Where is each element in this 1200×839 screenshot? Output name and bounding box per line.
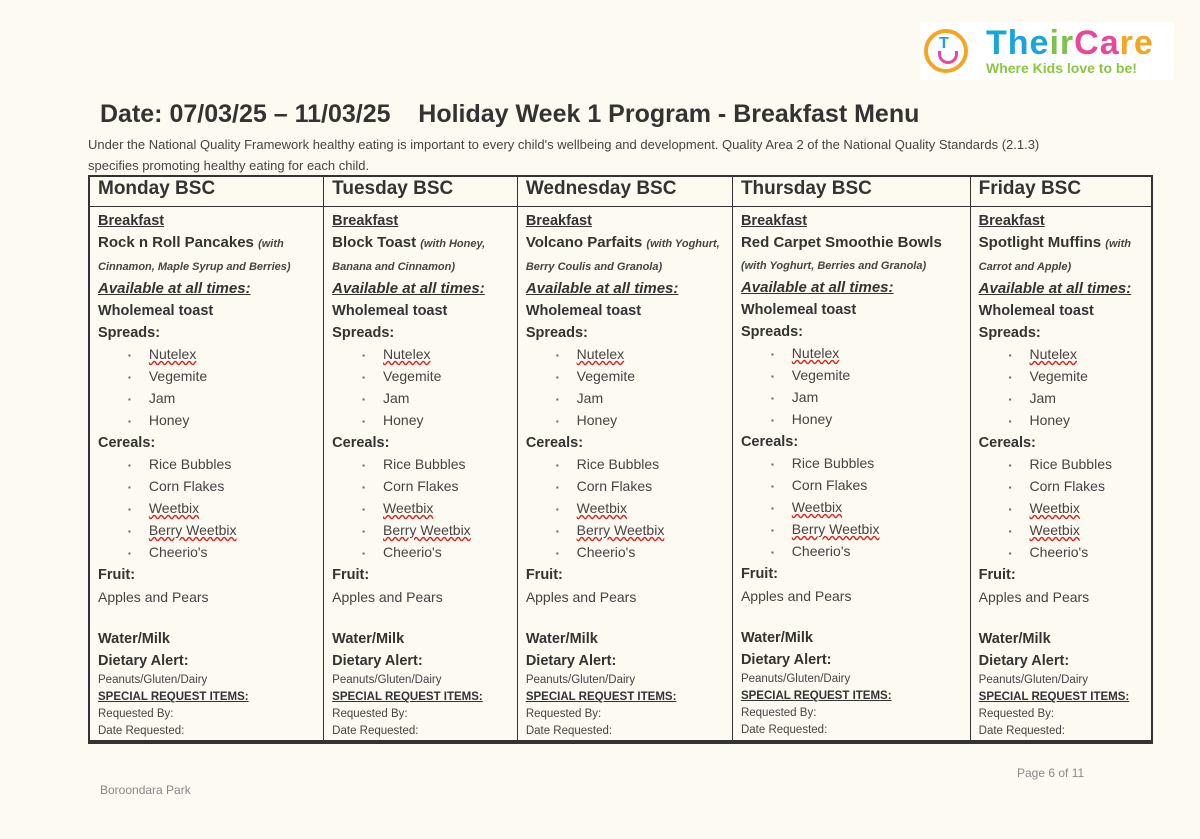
fruit-label: Fruit:: [740, 566, 778, 583]
toast-item: Wholemeal toast: [98, 303, 214, 319]
menu-item: ▪ Vegemite: [771, 365, 962, 387]
dish-name: Red Carpet Smoothie Bowls (with Yoghurt, Berries and Granola): [740, 234, 942, 272]
requested-by: Requested By:: [525, 708, 602, 721]
spreads-list: [98, 344, 315, 432]
day-header: Wednesday BSC: [517, 176, 732, 207]
date-requested: Date Requested:: [978, 725, 1065, 738]
menu-item: ▪ Corn Flakes: [1009, 476, 1143, 498]
menu-item: ▪ Nutelex: [556, 344, 724, 366]
requested-by: Requested By:: [98, 708, 174, 721]
available-heading: Available at all times:: [332, 280, 485, 297]
water-milk: Water/Milk: [978, 631, 1051, 648]
logo-brand: TheirCare: [986, 24, 1154, 62]
menu-item: ▪ Honey: [362, 410, 509, 432]
menu-item: ▪ Corn Flakes: [362, 476, 509, 498]
menu-item: ▪ Corn Flakes: [771, 475, 962, 497]
dietary-alert-label: Dietary Alert:: [98, 653, 189, 670]
menu-item: ▪ Jam: [1009, 388, 1143, 410]
menu-item: ▪ Weetbix: [128, 498, 315, 520]
fruit-label: Fruit:: [978, 567, 1016, 584]
special-request-heading: SPECIAL REQUEST ITEMS:: [98, 691, 249, 704]
menu-item: ▪ Vegemite: [1009, 366, 1143, 388]
dish-note: (with Carrot and Apple): [978, 238, 1131, 273]
spreads-label: Spreads:: [740, 324, 804, 340]
dish-name: Spotlight Muffins (with Carrot and Apple): [978, 234, 1131, 273]
fruit-value: Apples and Pears: [332, 589, 443, 606]
day-header: Thursday BSC: [732, 176, 970, 207]
special-request-heading: SPECIAL REQUEST ITEMS:: [332, 691, 483, 704]
spreads-label: Spreads:: [978, 325, 1041, 341]
menu-item: ▪ Vegemite: [556, 366, 724, 388]
menu-item: ▪ Weetbix: [1009, 498, 1143, 520]
fruit-label: Fruit:: [525, 567, 563, 584]
dish-name: Volcano Parfaits (with Yoghurt, Berry Coulis and Granola): [525, 234, 720, 273]
cereals-list: [526, 454, 724, 564]
menu-item: ▪ Rice Bubbles: [128, 454, 315, 476]
menu-item: ▪ Honey: [1009, 410, 1143, 432]
special-request-heading: SPECIAL REQUEST ITEMS:: [525, 691, 677, 704]
breakfast-heading: Breakfast: [332, 213, 399, 229]
spreads-label: Spreads:: [525, 325, 588, 341]
menu-item: ▪ Cheerio's: [128, 542, 315, 564]
menu-table: [88, 175, 1153, 744]
toast-item: Wholemeal toast: [978, 303, 1094, 319]
logo-tagline: Where Kids love to be!: [986, 60, 1137, 76]
intro-text: Under the National Quality Framework healthy eating is important to every child's wellbeing and development. Quality Area 2 of the National Quality Standards (2.1.3) specifies promoting healthy eating for each child.: [88, 137, 1040, 173]
dietary-alert-label: Dietary Alert:: [978, 653, 1070, 670]
menu-item: ▪ Nutelex: [362, 344, 509, 366]
spreads-list: [332, 344, 509, 432]
menu-item: ▪ Cheerio's: [1009, 542, 1143, 564]
special-request-heading: SPECIAL REQUEST ITEMS:: [740, 690, 892, 703]
day-column: [732, 207, 970, 743]
date-requested: Date Requested:: [525, 725, 613, 738]
menu-item: ▪ Nutelex: [128, 344, 315, 366]
theircare-logo: [920, 22, 1174, 80]
menu-item: ▪ Berry Weetbix: [556, 520, 724, 542]
toast-item: Wholemeal toast: [525, 303, 642, 319]
page-number: Page 6 of 11: [1017, 766, 1085, 780]
smiley-logo-icon: [924, 29, 968, 73]
dietary-alert-value: Peanuts/Gluten/Dairy: [978, 674, 1088, 687]
day-header: Monday BSC: [89, 176, 324, 207]
spreads-label: Spreads:: [98, 325, 161, 341]
footer-location: Boroondara Park: [100, 783, 191, 797]
fruit-value: Apples and Pears: [978, 589, 1090, 606]
menu-item: ▪ Rice Bubbles: [1009, 454, 1143, 476]
menu-item: ▪ Corn Flakes: [556, 476, 724, 498]
dish-note: (with Yoghurt, Berry Coulis and Granola): [525, 238, 720, 273]
water-milk: Water/Milk: [740, 630, 813, 647]
cereals-list: [332, 454, 509, 564]
menu-item: ▪ Berry Weetbix: [362, 520, 509, 542]
special-request-heading: SPECIAL REQUEST ITEMS:: [978, 691, 1130, 704]
menu-item: ▪ Rice Bubbles: [556, 454, 724, 476]
cereals-list: [98, 454, 315, 564]
fruit-label: Fruit:: [332, 567, 370, 584]
day-header: Tuesday BSC: [324, 176, 518, 207]
menu-item: ▪ Jam: [362, 388, 509, 410]
menu-item: ▪ Nutelex: [771, 343, 962, 365]
cereals-label: Cereals:: [525, 435, 584, 452]
fruit-value: Apples and Pears: [525, 589, 637, 606]
water-milk: Water/Milk: [525, 631, 598, 648]
breakfast-heading: Breakfast: [740, 213, 808, 229]
cereals-label: Cereals:: [98, 435, 156, 452]
breakfast-heading: Breakfast: [525, 213, 592, 229]
fruit-value: Apples and Pears: [740, 588, 852, 605]
spreads-list: [979, 344, 1143, 432]
menu-item: ▪ Berry Weetbix: [771, 519, 962, 541]
dish-name: Rock n Roll Pancakes (with Cinnamon, Maple Syrup and Berries): [98, 234, 291, 273]
date-requested: Date Requested:: [332, 725, 419, 738]
water-milk: Water/Milk: [98, 631, 170, 648]
menu-item: ▪ Weetbix: [1009, 520, 1143, 542]
dietary-alert-value: Peanuts/Gluten/Dairy: [740, 673, 851, 686]
breakfast-heading: Breakfast: [98, 213, 165, 229]
dish-note: (with Cinnamon, Maple Syrup and Berries): [98, 238, 291, 273]
dietary-alert-label: Dietary Alert:: [332, 653, 423, 670]
cereals-list: [979, 454, 1143, 564]
page-title: Date: 07/03/25 – 11/03/25 Holiday Week 1 Program - Breakfast Menu: [100, 100, 920, 128]
toast-item: Wholemeal toast: [740, 302, 857, 318]
spreads-list: [526, 344, 724, 432]
water-milk: Water/Milk: [332, 631, 405, 648]
date-requested: Date Requested:: [740, 724, 828, 737]
menu-item: ▪ Jam: [128, 388, 315, 410]
dietary-alert-value: Peanuts/Gluten/Dairy: [525, 674, 636, 687]
day-column: [970, 207, 1152, 743]
dish-note: (with Honey, Banana and Cinnamon): [332, 238, 486, 273]
breakfast-heading: Breakfast: [978, 213, 1045, 229]
menu-item: ▪ Nutelex: [1009, 344, 1143, 366]
toast-item: Wholemeal toast: [332, 303, 448, 319]
menu-item: ▪ Rice Bubbles: [362, 454, 509, 476]
day-column: [324, 207, 518, 743]
cereals-label: Cereals:: [740, 434, 799, 451]
available-heading: Available at all times:: [98, 280, 251, 297]
date-requested: Date Requested:: [98, 725, 185, 738]
menu-item: ▪ Vegemite: [362, 366, 509, 388]
menu-item: ▪ Berry Weetbix: [128, 520, 315, 542]
cereals-label: Cereals:: [978, 435, 1036, 452]
dietary-alert-value: Peanuts/Gluten/Dairy: [332, 674, 442, 687]
requested-by: Requested By:: [740, 707, 817, 720]
menu-item: ▪ Rice Bubbles: [771, 453, 962, 475]
spreads-label: Spreads:: [332, 325, 395, 341]
available-heading: Available at all times:: [525, 280, 679, 297]
menu-item: ▪ Cheerio's: [556, 542, 724, 564]
spreads-list: [741, 343, 962, 431]
menu-item: ▪ Cheerio's: [362, 542, 509, 564]
dish-note: (with Yoghurt, Berries and Granola): [740, 260, 927, 272]
menu-item: ▪ Cheerio's: [771, 541, 962, 563]
cereals-label: Cereals:: [332, 435, 390, 452]
menu-item: ▪ Weetbix: [556, 498, 724, 520]
fruit-value: Apples and Pears: [98, 589, 209, 606]
day-column: [517, 207, 732, 743]
menu-item: ▪ Honey: [771, 409, 962, 431]
menu-item: ▪ Honey: [556, 410, 724, 432]
menu-item: ▪ Weetbix: [362, 498, 509, 520]
menu-item: ▪ Jam: [556, 388, 724, 410]
menu-item: ▪ Jam: [771, 387, 962, 409]
menu-item: ▪ Corn Flakes: [128, 476, 315, 498]
fruit-label: Fruit:: [98, 567, 136, 584]
dietary-alert-value: Peanuts/Gluten/Dairy: [98, 674, 208, 687]
dietary-alert-label: Dietary Alert:: [525, 653, 617, 670]
cereals-list: [741, 453, 962, 563]
menu-item: ▪ Weetbix: [771, 497, 962, 519]
available-heading: Available at all times:: [978, 280, 1132, 297]
day-column: [89, 207, 324, 743]
requested-by: Requested By:: [978, 708, 1055, 721]
menu-item: ▪ Honey: [128, 410, 315, 432]
dietary-alert-label: Dietary Alert:: [740, 652, 832, 669]
dish-name: Block Toast (with Honey, Banana and Cinnamon): [332, 234, 486, 273]
requested-by: Requested By:: [332, 708, 408, 721]
day-header: Friday BSC: [970, 176, 1152, 207]
menu-item: ▪ Vegemite: [128, 366, 315, 388]
available-heading: Available at all times:: [740, 279, 894, 296]
